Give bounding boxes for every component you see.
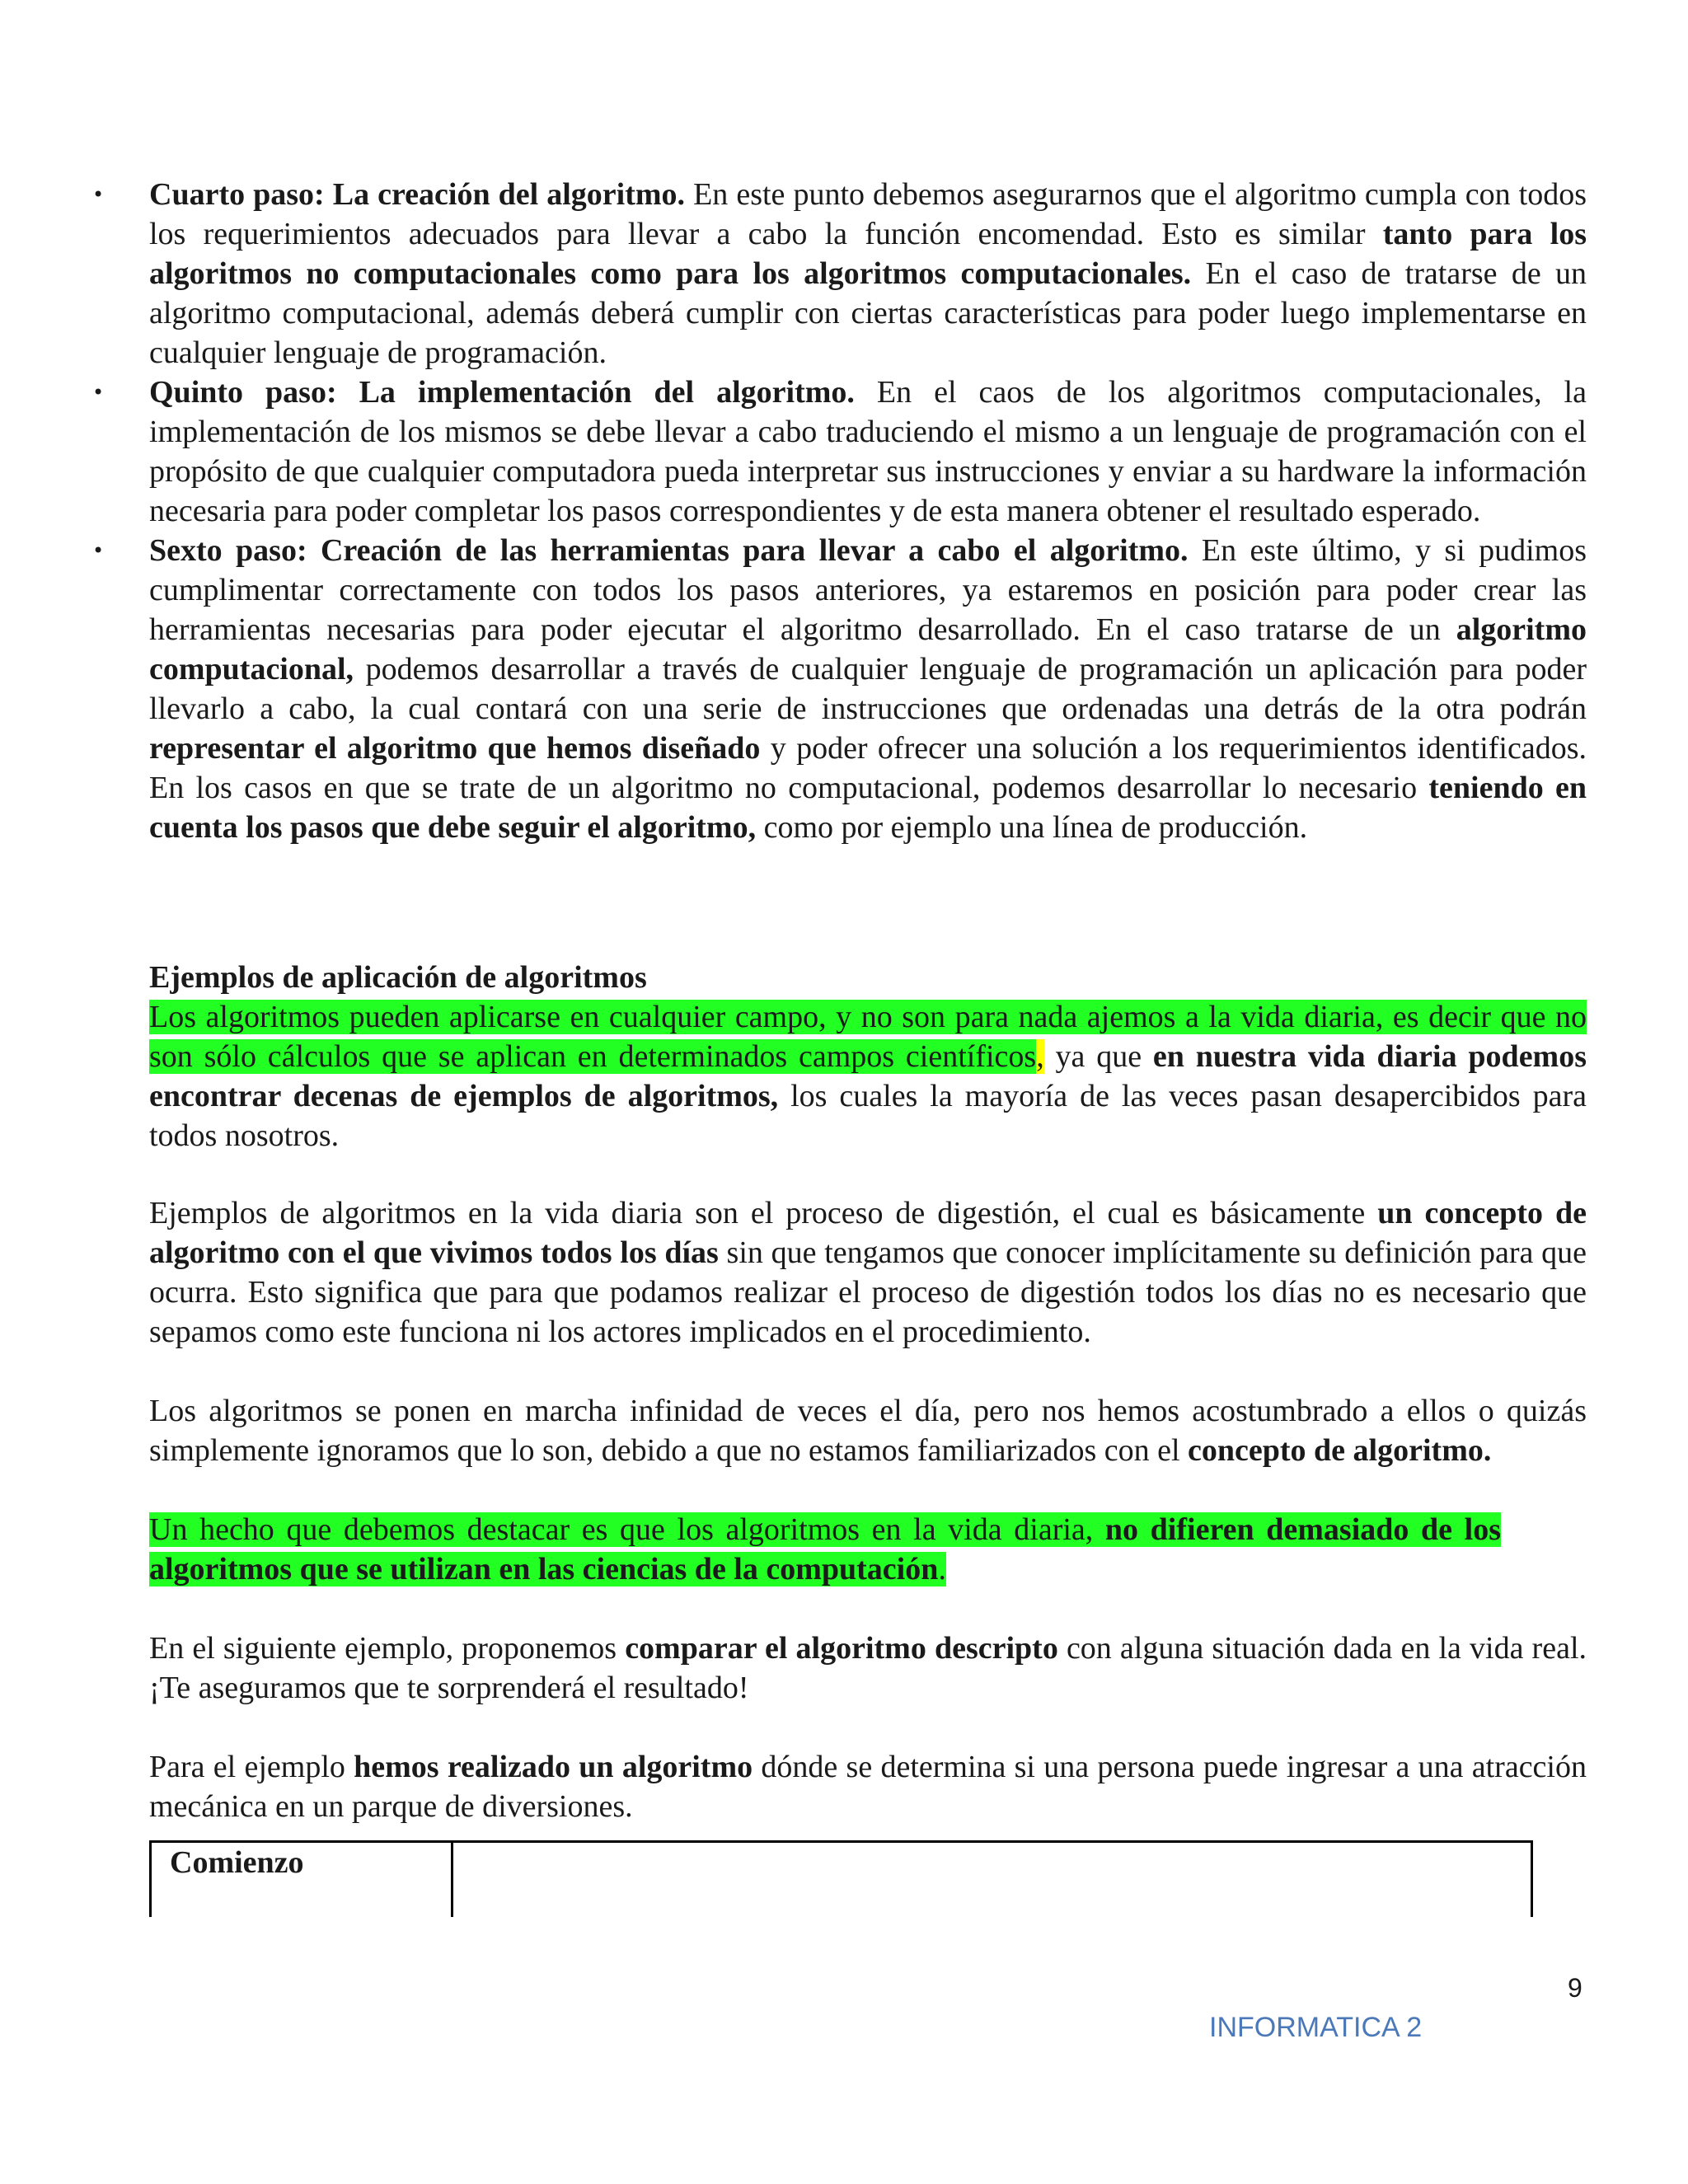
footer-label: INFORMATICA 2	[1209, 2012, 1423, 2043]
bullet-icon: •	[92, 183, 105, 206]
paragraph-infinidad: Los algoritmos se ponen en marcha infinidad de veces el día, pero nos hemos acostumbrado a ellos o quizás simplemente ignoramos que lo son, debido a que no estamos familiarizados con el concepto de algoritmo.	[149, 1394, 1587, 1468]
page-number: 9	[1568, 1973, 1582, 2003]
bullet-item-quinto-paso: • Quinto paso: La implementación del algoritmo. En el caos de los algoritmos computacionales, la implementación de los mismos se debe llevar a cabo traduciendo el mismo a un lenguaje de programación con el propósito de que cualquier computadora pueda interpretar sus instrucciones y enviar a su hardware la información necesaria para poder completar los pasos correspondientes y de esta manera obtener el resultado esperado.	[92, 373, 1587, 531]
algorithm-table	[149, 1840, 1533, 1917]
bullet-item-cuarto-paso: • Cuarto paso: La creación del algoritmo. En este punto debemos asegurarnos que el algoritmo cumpla con todos los requerimientos adecuados para llevar a cabo la función encomendad. Esto es similar tanto para los algoritmos no computacionales como para los algoritmos computacionales. En el caso de tratarse de un algoritmo computacional, además deberá cumplir con ciertas características para poder luego implementarse en cualquier lenguaje de programación.	[92, 175, 1587, 373]
table-column-divider	[451, 1843, 453, 1917]
paragraph-comparar: En el siguiente ejemplo, proponemos comparar el algoritmo descripto con alguna situación dada en la vida real. ¡Te aseguramos que te sorprenderá el resultado!	[149, 1631, 1587, 1705]
paragraph-ejemplo-parque: Para el ejemplo hemos realizado un algoritmo dónde se determina si una persona puede ingresar a una atracción mecánica en un parque de diversiones.	[149, 1750, 1587, 1824]
bullet-icon: •	[92, 381, 105, 404]
bullet-title: Sexto paso: Creación de las herramientas para llevar a cabo el algoritmo.	[149, 533, 1189, 568]
table-cell-comienzo: Comienzo	[170, 1845, 304, 1880]
green-highlight: Un hecho que debemos destacar es que los algoritmos en la vida diaria, no difieren demasiado de los algoritmos que se utilizan en las ciencias de la computación.	[149, 1512, 1501, 1586]
bullet-item-sexto-paso: • Sexto paso: Creación de las herramientas para llevar a cabo el algoritmo. En este último, y si pudimos cumplimentar correctamente con todos los pasos anteriores, ya estaremos en posición para poder crear las herramientas necesarias para poder ejecutar el algoritmo desarrollado. En el caso tratarse de un algoritmo computacional, podemos desarrollar a través de cualquier lenguaje de programación un aplicación para poder llevarlo a cabo, la cual contará con una serie de instrucciones que ordenadas una detrás de la otra podrán representar el algoritmo que hemos diseñado y poder ofrecer una solución a los requerimientos identificados. En los casos en que se trate de un algoritmo no computacional, podemos desarrollar lo necesario teniendo en cuenta los pasos que debe seguir el algoritmo, como por ejemplo una línea de producción.	[92, 531, 1587, 847]
paragraph-hecho-highlighted	[149, 1510, 1501, 1589]
yellow-highlight: ,	[1036, 1039, 1044, 1074]
steps-bullet-list	[92, 175, 1587, 847]
section-heading: Ejemplos de aplicación de algoritmos	[149, 960, 647, 995]
bullet-title: Quinto paso: La implementación del algoritmo.	[149, 375, 855, 410]
bullet-icon: •	[92, 539, 105, 562]
paragraph-intro: Los algoritmos pueden aplicarse en cualquier campo, y no son para nada ajemos a la vida diaria, es decir que no son sólo cálculos que se aplican en determinados campos científicos, ya que en nuestra vida diaria podemos encontrar decenas de ejemplos de algoritmos, los cuales la mayoría de las veces pasan desapercibidos para todos nosotros.	[149, 1000, 1587, 1153]
paragraph-digestion: Ejemplos de algoritmos en la vida diaria son el proceso de digestión, el cual es básicamente un concepto de algoritmo con el que vivimos todos los días sin que tengamos que conocer implícitamente su definición para que ocurra. Esto significa que para que podamos realizar el proceso de digestión todos los días no es necesario que sepamos como este funciona ni los actores implicados en el procedimiento.	[149, 1196, 1587, 1349]
green-highlight: Los algoritmos pueden aplicarse en cualquier campo, y no son para nada ajemos a la vida diaria, es decir que no son sólo cálculos que se aplican en determinados campos científicos	[149, 1000, 1587, 1074]
bullet-title: Cuarto paso: La creación del algoritmo.	[149, 177, 686, 212]
